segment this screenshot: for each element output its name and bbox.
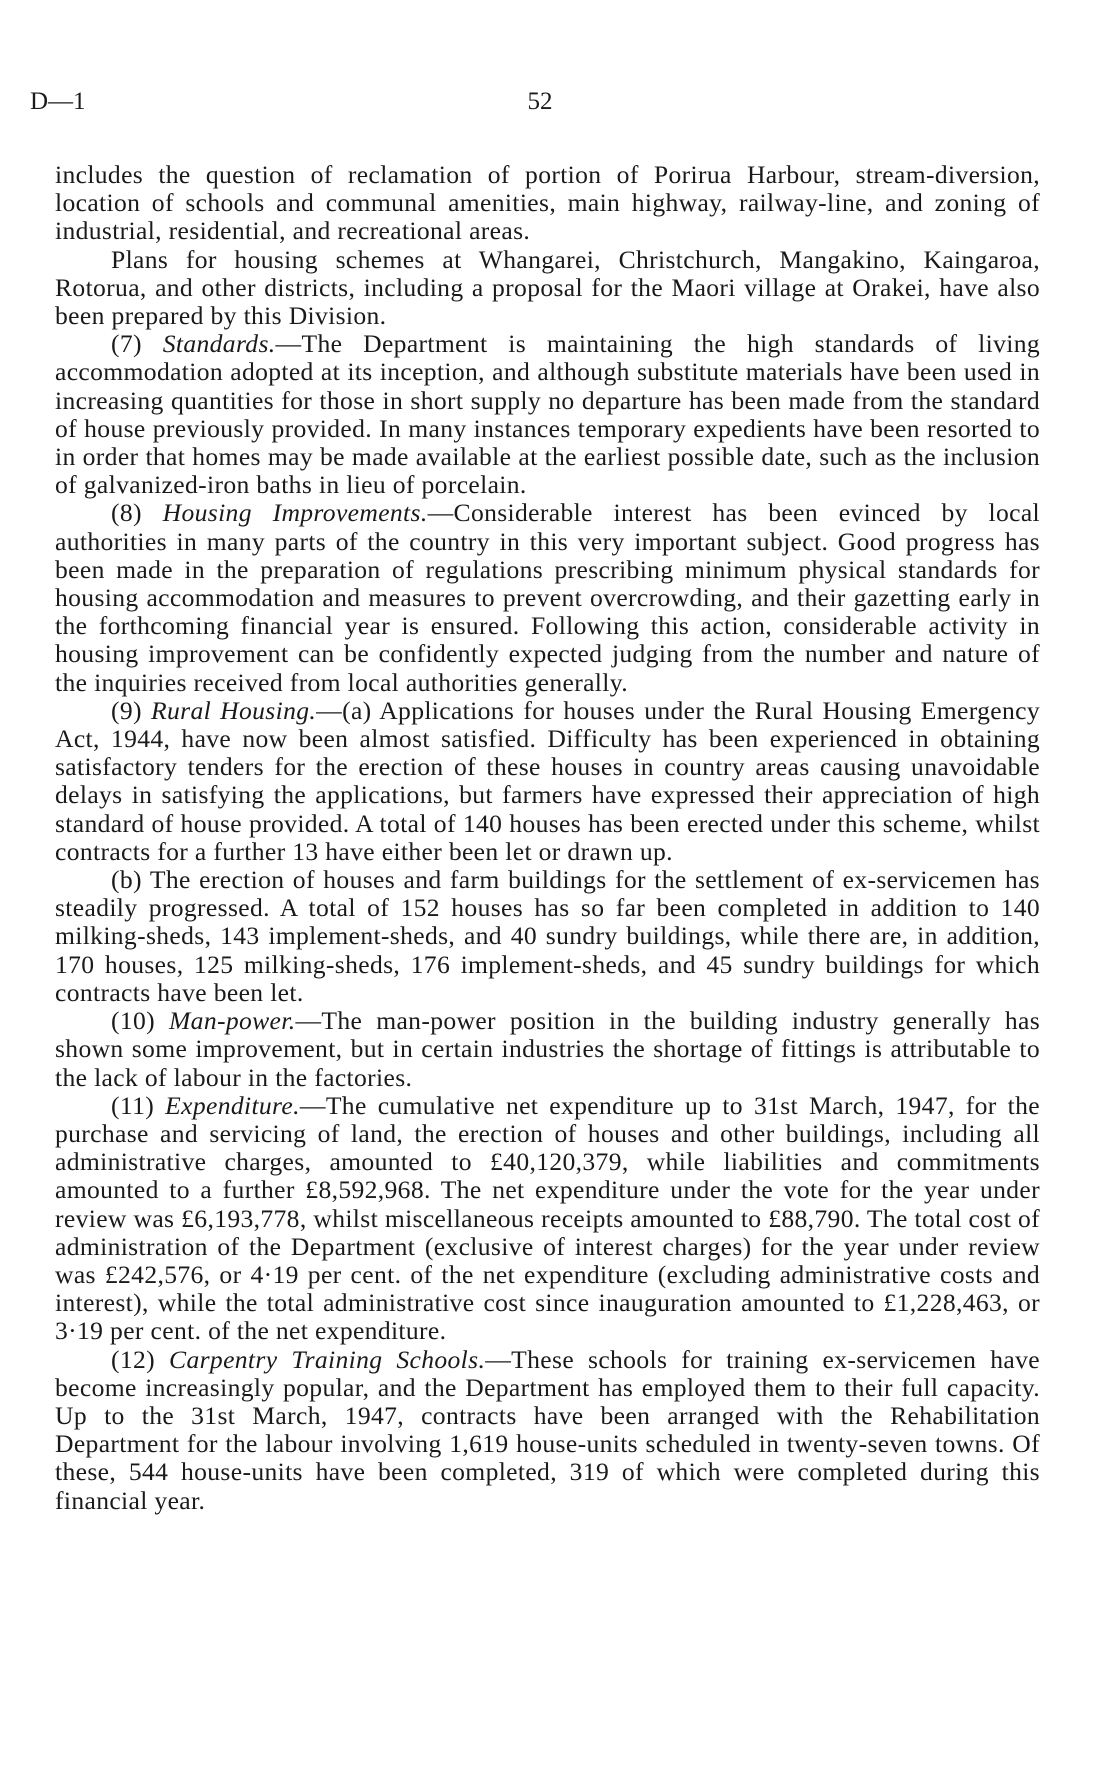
paragraph-expenditure: (11) Expenditure.—The cumulative net expenditure up to 31st March, 1947, for the purchase and servicing of land, the erection of houses and other buildings, including all administrative charges, amounted to £40,120,379, while liabilities and commitments amounted to a further £8,592,968. The net expenditure under the vote for the year under review was £6,193,778, whilst miscellaneous receipts amounted to £88,790. The total cost of administration of the Department (exclusive of interest charges) for the year under review was £242,576, or 4·19 per cent. of the net expenditure (excluding administrative costs and interest), while the total administrative cost since inauguration amounted to £1,228,463, or 3·19 per cent. of the net expenditure. bbox=[55, 1090, 1041, 1346]
section-number: (12) bbox=[111, 1344, 156, 1374]
section-number: (8) bbox=[111, 498, 142, 528]
page-header bbox=[30, 88, 1050, 122]
section-heading: Housing Improvements. bbox=[162, 498, 428, 528]
section-number: (10) bbox=[111, 1006, 156, 1036]
section-number: (7) bbox=[111, 329, 142, 359]
section-number: (9) bbox=[111, 695, 142, 725]
section-heading: Expenditure. bbox=[165, 1090, 300, 1120]
page-number: 52 bbox=[527, 88, 553, 115]
paragraph-housing-improvements: (8) Housing Improvements.—Considerable interest has been evinced by local authorities in many parts of the country in this very important subject. Good progress has been made in the preparation of regulations prescribing minimum physical standards for housing accommodation and measures to prevent overcrowding, and their gazetting early in the forthcoming financial year is ensured. Following this action, considerable activity in housing improvement can be confidently expected judging from the number and nature of the inquiries received from local authorities generally. bbox=[55, 498, 1041, 697]
paragraph-plans: Plans for housing schemes at Whangarei, Christchurch, Mangakino, Kaingaroa, Rotorua, and other districts, including a proposal for the Maori village at Orakei, have also been prepared by this Division. bbox=[55, 244, 1040, 331]
paragraph-carpentry-schools: (12) Carpentry Training Schools.—These schools for training ex-servicemen have become increasingly popular, and the Department has employed them to their full capacity. Up to the 31st March, 1947, contracts have been arranged with the Rehabilitation Department for the labour involving 1,619 house-units scheduled in twenty-seven towns. Of these, 544 house-units have been completed, 319 of which were completed during this financial year. bbox=[55, 1344, 1041, 1515]
document-reference: D—1 bbox=[30, 88, 86, 115]
section-heading: Man-power. bbox=[169, 1006, 296, 1036]
paragraph-man-power: (10) Man-power.—The man-power position in the building industry generally has shown some improvement, but in certain industries the shortage of fittings is attributable to the lack of labour in the factories. bbox=[55, 1006, 1041, 1092]
body-text bbox=[55, 161, 1040, 1515]
section-heading: Carpentry Training Schools. bbox=[169, 1344, 486, 1374]
section-heading: Rural Housing. bbox=[151, 695, 317, 725]
section-heading: Standards. bbox=[162, 329, 276, 359]
paragraph-rural-housing: (9) Rural Housing.—(a) Applications for houses under the Rural Housing Emergency Act, 1944, have now been almost satisfied. Difficulty has been experienced in obtaining satisfactory tenders for the erection of these houses in country areas causing unavoidable delays in satisfying the applications, but farmers have expressed their appreciation of high standard of house provided. A total of 140 houses has been erected under this scheme, whilst contracts for a further 13 have either been let or drawn up. bbox=[55, 695, 1040, 866]
section-number: (11) bbox=[111, 1090, 155, 1120]
paragraph-standards: (7) Standards.—The Department is maintaining the high standards of living accommodation adopted at its inception, and although substitute materials have been used in increasing quantities for those in short supply no departure has been made from the standard of house previously provided. In many instances temporary expedients have been resorted to in order that homes may be made available at the earliest possible date, such as the inclusion of galvanized-iron baths in lieu of porcelain. bbox=[55, 329, 1041, 500]
paragraph-porirua: includes the question of reclamation of portion of Porirua Harbour, stream-diversion, location of schools and communal amenities, main highway, railway-line, and zoning of industrial, residential, and recreational areas. bbox=[55, 160, 1040, 246]
paragraph-ex-servicemen: (b) The erection of houses and farm buildings for the settlement of ex-servicemen has steadily progressed. A total of 152 houses has so far been completed in addition to 140 milking-sheds, 143 implement-sheds, and 40 sundry buildings, while there are, in addition, 170 houses, 125 milking-sheds, 176 implement-sheds, and 45 sundry buildings for which contracts have been let. bbox=[55, 865, 1040, 1007]
